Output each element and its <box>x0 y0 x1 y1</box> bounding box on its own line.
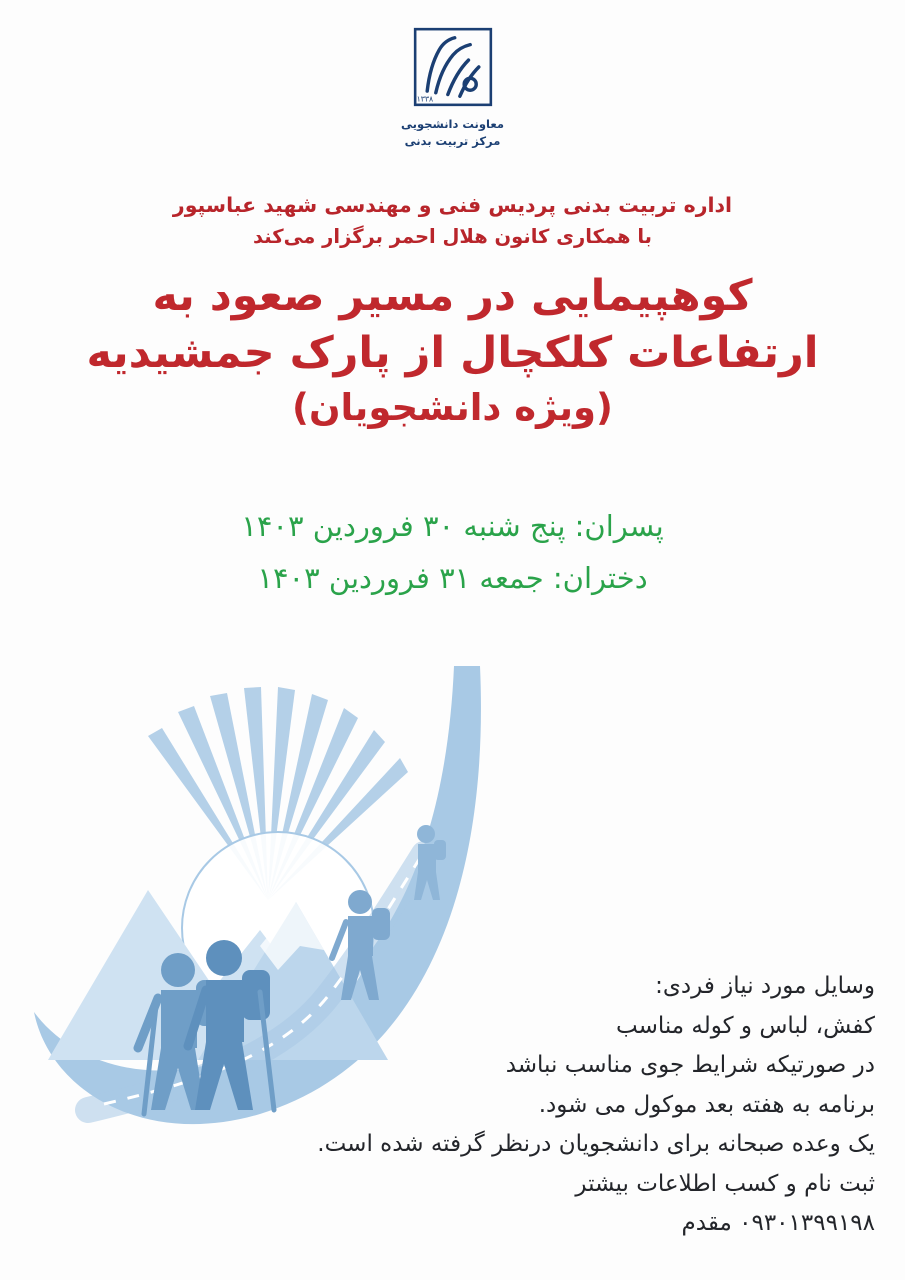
organizer-line-2: با همکاری کانون هلال احمر برگزار می‌کند <box>253 224 652 248</box>
dates-block <box>0 500 905 604</box>
info-line-3: در صورتیکه شرایط جوی مناسب نباشد <box>505 1052 875 1079</box>
title-line-2: ارتفاعات کلکچال از پارک جمشیدیه <box>86 327 819 378</box>
page-title <box>0 268 905 432</box>
university-seal-icon <box>410 24 496 110</box>
logo-caption <box>0 116 905 149</box>
info-line-2: کفش، لباس و کوله مناسب <box>615 1012 875 1039</box>
info-line-5: یک وعده صبحانه برای دانشجویان درنظر گرفته شده است. <box>317 1131 875 1158</box>
header-logo-block <box>0 24 905 149</box>
logo-caption-line2: مرکز تربیت بدنی <box>404 133 501 148</box>
info-block <box>315 967 875 1244</box>
date-boys: پسران: پنج شنبه ۳۰ فروردین ۱۴۰۳ <box>241 509 664 543</box>
date-girls: دختران: جمعه ۳۱ فروردین ۱۴۰۳ <box>257 561 648 596</box>
info-line-4: برنامه به هفته بعد موکول می شود. <box>538 1091 875 1118</box>
info-line-6: ثبت نام و کسب اطلاعات بیشتر <box>575 1170 875 1197</box>
info-line-1: وسایل مورد نیاز فردی: <box>655 973 875 1000</box>
organizer-line-1: اداره تربیت بدنی پردیس فنی و مهندسی شهید عباسپور <box>172 193 733 217</box>
title-line-3: (ویژه دانشجویان) <box>292 385 613 429</box>
svg-text:۱۳۳۸: ۱۳۳۸ <box>416 94 433 104</box>
contact-phone: ۰۹۳۰۱۳۹۹۱۹۸ مقدم <box>681 1210 875 1237</box>
logo-caption-line1: معاونت دانشجویی <box>401 117 504 131</box>
organizer-block <box>0 190 905 252</box>
title-line-1: کوهپیمایی در مسیر صعود به <box>152 271 753 321</box>
